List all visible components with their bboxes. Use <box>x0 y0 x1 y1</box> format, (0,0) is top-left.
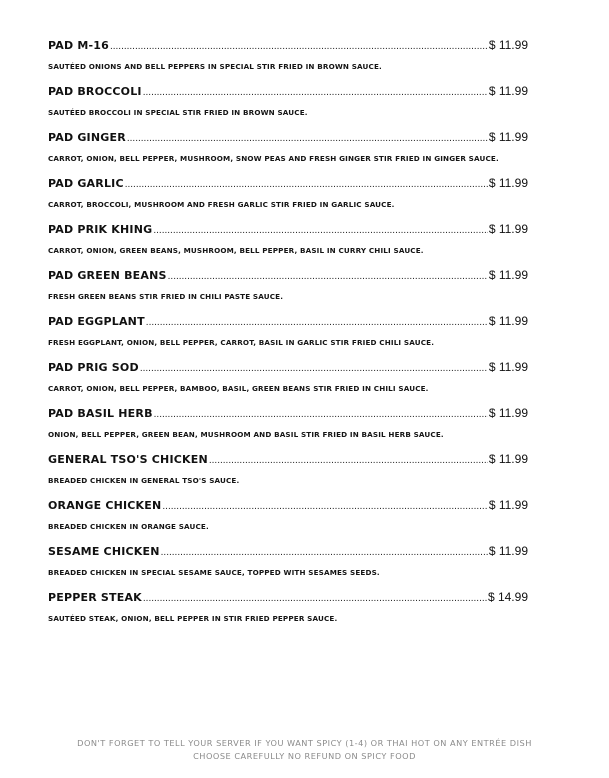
menu-item-price: $ 14.99 <box>487 590 528 604</box>
dot-leader <box>125 174 488 192</box>
menu-item-price: $ 11.99 <box>488 84 528 98</box>
dot-leader <box>162 496 487 514</box>
menu-item-price: $ 11.99 <box>488 544 528 558</box>
dot-leader <box>153 220 487 238</box>
menu-item-price: $ 11.99 <box>488 360 528 374</box>
menu-item-price: $ 11.99 <box>488 452 528 466</box>
menu-item-description: CARROT, ONION, BELL PEPPER, BAMBOO, BASIL, GREEN BEANS STIR FRIED IN CHILI SAUCE. <box>48 384 429 393</box>
menu-item-description: BREADED CHICKEN IN SPECIAL SESAME SAUCE, TOPPED WITH SESAMES SEEDS. <box>48 568 380 577</box>
menu-item-price: $ 11.99 <box>488 406 528 420</box>
menu-item <box>48 450 528 496</box>
menu-item-name: PAD PRIG SOD <box>48 361 139 374</box>
menu-item <box>48 358 528 404</box>
menu-item-header <box>48 542 528 562</box>
menu-item-header <box>48 128 528 148</box>
menu-item-name: GENERAL TSO'S CHICKEN <box>48 453 208 466</box>
menu-item-description: FRESH EGGPLANT, ONION, BELL PEPPER, CARROT, BASIL IN GARLIC STIR FRIED CHILI SAUCE. <box>48 338 435 347</box>
dot-leader <box>154 404 488 422</box>
dot-leader <box>161 542 488 560</box>
menu-item-name: SESAME CHICKEN <box>48 545 160 558</box>
menu-item <box>48 588 528 634</box>
menu-item-description: ONION, BELL PEPPER, GREEN BEAN, MUSHROOM AND BASIL STIR FRIED IN BASIL HERB SAUCE. <box>48 430 444 439</box>
menu-item-name: PAD GINGER <box>48 131 126 144</box>
menu-item-price: $ 11.99 <box>488 38 528 52</box>
menu-item <box>48 220 528 266</box>
menu-item <box>48 174 528 220</box>
menu-item-description: BREADED CHICKEN IN ORANGE SAUCE. <box>48 522 209 531</box>
menu-item <box>48 82 528 128</box>
dot-leader <box>168 266 488 284</box>
menu-item-price: $ 11.99 <box>488 498 528 512</box>
menu-item-header <box>48 312 528 332</box>
menu-item-price: $ 11.99 <box>488 314 528 328</box>
menu-item-price: $ 11.99 <box>488 176 528 190</box>
menu-item-name: PAD PRIK KHING <box>48 223 153 236</box>
menu-item-description: CARROT, BROCCOLI, MUSHROOM AND FRESH GARLIC STIR FRIED IN GARLIC SAUCE. <box>48 200 395 209</box>
menu-item-price: $ 11.99 <box>488 268 528 282</box>
menu-item-header <box>48 588 528 608</box>
dot-leader <box>127 128 488 146</box>
dot-leader <box>143 588 487 606</box>
menu-item <box>48 542 528 588</box>
menu-item-name: ORANGE CHICKEN <box>48 499 162 512</box>
menu-item-description: SAUTÉED BROCCOLI IN SPECIAL STIR FRIED IN BROWN SAUCE. <box>48 108 308 117</box>
footer-line-no-refund: CHOOSE CAREFULLY NO REFUND ON SPICY FOOD <box>193 751 416 761</box>
dot-leader <box>146 312 488 330</box>
menu-item-description: FRESH GREEN BEANS STIR FRIED IN CHILI PASTE SAUCE. <box>48 292 284 301</box>
menu-item-header <box>48 220 528 240</box>
menu-item-name: PAD EGGPLANT <box>48 315 145 328</box>
menu-list <box>48 36 528 634</box>
dot-leader <box>143 82 488 100</box>
menu-item-description: SAUTÉED ONIONS AND BELL PEPPERS IN SPECIAL STIR FRIED IN BROWN SAUCE. <box>48 62 382 71</box>
menu-item <box>48 128 528 174</box>
menu-item-name: PAD BROCCOLI <box>48 85 142 98</box>
menu-item-name: PAD M-16 <box>48 39 109 52</box>
menu-item-price: $ 11.99 <box>488 222 528 236</box>
menu-item-header <box>48 36 528 56</box>
dot-leader <box>209 450 488 468</box>
menu-item-header <box>48 450 528 470</box>
menu-item <box>48 36 528 82</box>
menu-item-header <box>48 404 528 424</box>
menu-item-name: PEPPER STEAK <box>48 591 142 604</box>
menu-item-header <box>48 82 528 102</box>
menu-item-description: BREADED CHICKEN IN GENERAL TSO'S SAUCE. <box>48 476 240 485</box>
menu-item <box>48 266 528 312</box>
menu-item-header <box>48 266 528 286</box>
dot-leader <box>140 358 488 376</box>
menu-item-header <box>48 174 528 194</box>
menu-item-description: SAUTÉED STEAK, ONION, BELL PEPPER IN STIR FRIED PEPPER SAUCE. <box>48 614 338 623</box>
menu-item-name: PAD BASIL HERB <box>48 407 153 420</box>
dot-leader <box>110 36 488 54</box>
footer-line-spicy-request: DON'T FORGET TO TELL YOUR SERVER IF YOU WANT SPICY (1-4) OR THAI HOT ON ANY ENTRÉE DISH <box>77 738 532 748</box>
menu-item-name: PAD GARLIC <box>48 177 124 190</box>
menu-item <box>48 404 528 450</box>
menu-item <box>48 496 528 542</box>
menu-item-name: PAD GREEN BEANS <box>48 269 167 282</box>
spicy-notice-footer <box>0 737 609 763</box>
menu-item-description: CARROT, ONION, GREEN BEANS, MUSHROOM, BELL PEPPER, BASIL IN CURRY CHILI SAUCE. <box>48 246 424 255</box>
menu-item-description: CARROT, ONION, BELL PEPPER, MUSHROOM, SNOW PEAS AND FRESH GINGER STIR FRIED IN GINGER SAUCE. <box>48 154 499 163</box>
menu-item <box>48 312 528 358</box>
menu-item-header <box>48 496 528 516</box>
menu-item-price: $ 11.99 <box>488 130 528 144</box>
menu-item-header <box>48 358 528 378</box>
